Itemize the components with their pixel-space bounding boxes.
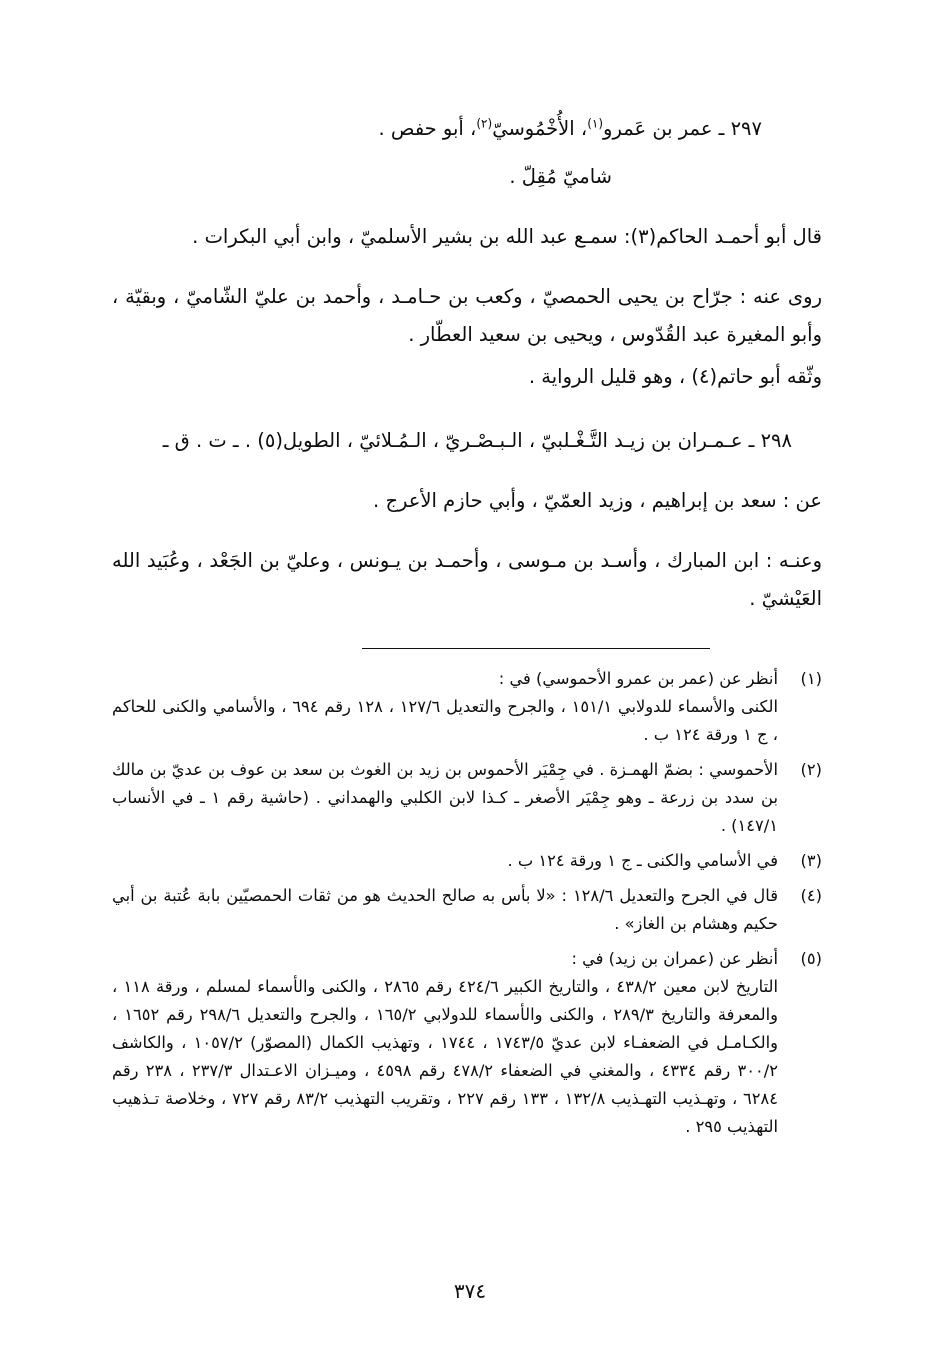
footnote-text: [112, 882, 778, 938]
footnote-text: [112, 665, 778, 749]
page-number: ٣٧٤: [453, 1279, 487, 1303]
entry-297-line-3: روى عنه : جرّاح بن يحيى الحمصيّ ، وكعب بن حـامـد ، وأحمد بن عليّ الشّاميّ ، وبقيّة ، وأبو المغيرة عبد القُدّوس ، ويحيى بن سعيد العطّار .: [112, 285, 822, 347]
entry-297-heading-start: ٢٩٧ ـ عمر بن عَمرو: [603, 117, 762, 140]
entry-297-line-1: شاميّ مُقِلّ .: [509, 165, 612, 189]
entry-297-line-2: قال أبو أحمـد الحاكم(٣): سمـع عبد الله بن بشير الأسلميّ ، وابن أبي البكرات .: [192, 225, 822, 249]
entry-297-heading-mid: ، الأُخْمُوسيّ: [492, 117, 588, 140]
footnote-ref-1: (١): [587, 116, 604, 131]
entry-298-line-2: وعنـه : ابن المبارك ، وأسـد بن مـوسى ، وأحمـد بن يـونس ، وعليّ بن الجَعْد ، وعُبَيد الله العَيْشيّ .: [112, 549, 822, 611]
main-text: [112, 110, 822, 618]
footnote-number: (١): [800, 669, 822, 689]
entry-297-heading-end: ، أبو حفص .: [378, 117, 477, 140]
footnote-text: [112, 756, 778, 840]
footnote-number: (٢): [800, 760, 822, 780]
footnote-item: [112, 882, 822, 938]
entry-heading-297: [112, 110, 822, 148]
entry-298-line-1: عن : سعد بن إبراهيم ، وزيد العمّيّ ، وأبي حازم الأعرج .: [373, 489, 822, 513]
footnote-item: [112, 945, 822, 1141]
footnote-separator-rule: [362, 648, 710, 649]
footnote-line: في الأسامي والكنى ـ ج ١ ورقة ١٢٤ ب .: [507, 851, 778, 871]
entry-heading-298: ٢٩٨ ـ عـمـران بن زيـد التَّـغْـلبيّ ، الـبـصْـريّ ، الـمُـلائيّ ، الطويل(٥) . ـ ت . ق ـ: [162, 429, 792, 453]
footnote-item: [112, 665, 822, 749]
footnote-line: الأحموسي : بضمّ الهمـزة . في جِمْيَر الأحموس بن زيد بن الغوث بن سعد بن عوف بن عديّ بن مالك بن سدد بن زرعة ـ وهو جِمْيَر الأصغر ـ كـذا لابن الكلبي والهمداني . (حاشية رقم ١ ـ في الأنساب ١٤٧/١) .: [112, 760, 778, 836]
footnote-line: أنظر عن (عمران بن زيد) في :: [571, 949, 778, 969]
footnote-ref-2: (٢): [476, 116, 493, 131]
footnote-item: [112, 847, 822, 875]
footnote-number: (٣): [800, 851, 822, 871]
footnote-number: (٤): [800, 886, 822, 906]
footnote-number: (٥): [800, 949, 822, 969]
footnote-text: [112, 945, 778, 1141]
footnote-text: [112, 847, 778, 875]
footnote-line: قال في الجرح والتعديل ١٢٨/٦ : «لا بأس به صالح الحديث هو من ثقات الحمصيّين بابة عُتبة بن أبي حكيم وهشام بن الغاز» .: [112, 886, 778, 934]
footnote-item: [112, 756, 822, 840]
footnotes-block: [112, 665, 822, 1141]
footnote-line: أنظر عن (عمر بن عمرو الأحموسي) في :: [498, 669, 778, 689]
footnote-line: التاريخ لابن معين ٤٣٨/٢ ، والتاريخ الكبير ٤٢٤/٦ رقم ٢٨٦٥ ، والكنى والأسماء لمسلم ، ورقة ١١٨ ، والمعرفة والتاريخ ٢٨٩/٣ ، والكنى والأسماء للدولابي ١٦٥/٢ ، والجرح والتعديل ٢٩٨/٦ رقم ١٦٥٢ ، والكـامـل في الضعفـاء لابن عديّ ١٧٤٣/٥ ، ١٧٤٤ ، وتهذيب الكمال (المصوّر) ١٠٥٧/٢ ، والكاشف ٣٠٠/٢ رقم ٤٣٣٤ ، والمغني في الضعفاء ٤٧٨/٢ رقم ٤٥٩٨ ، وميـزان الاعـتدال ٢٣٧/٣ ، ٢٣٨ رقم ٦٢٨٤ ، وتهـذيب التهـذيب ١٣٢/٨ ، ١٣٣ رقم ٢٢٧ ، وتقريب التهذيب ٨٣/٢ رقم ٧٢٧ ، وخلاصة تـذهيب التهذيب ٢٩٥ .: [112, 977, 779, 1137]
footnote-line: الكنى والأسماء للدولابي ١٥١/١ ، والجرح والتعديل ١٢٧/٦ ، ١٢٨ رقم ٦٩٤ ، والأسامي والكنى للحاكم ، ج ١ ورقة ١٢٤ ب .: [112, 697, 778, 745]
entry-297-line-4: وثّقه أبو حاتم(٤) ، وهو قليل الرواية .: [528, 365, 822, 389]
